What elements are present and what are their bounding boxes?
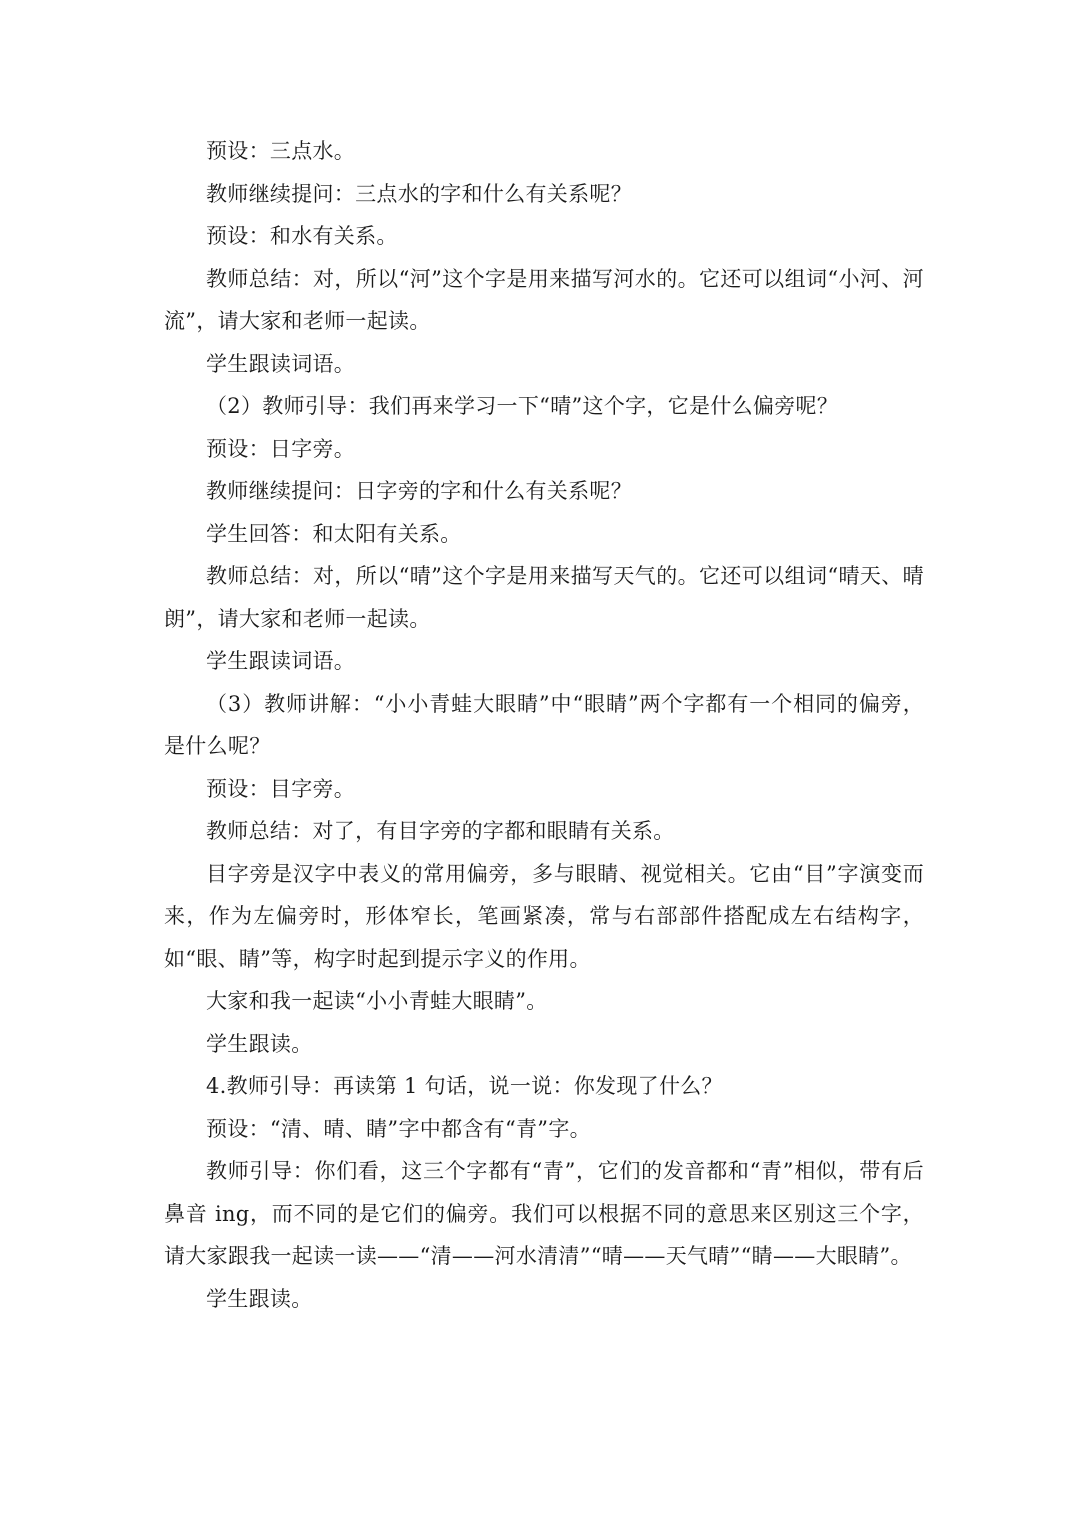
paragraph: （3）教师讲解：“小小青蛙大眼睛”中“眼睛”两个字都有一个相同的偏旁，是什么呢？ [164, 691, 924, 758]
paragraph: 大家和我一起读“小小青蛙大眼睛”。 [206, 989, 548, 1013]
paragraph: 学生跟读词语。 [206, 649, 356, 673]
paragraph: 学生跟读。 [206, 1031, 313, 1056]
paragraph: 目字旁是汉字中表义的常用偏旁，多与眼睛、视觉相关。它由“目”字演变而来，作为左偏旁时，形体窄长，笔画紧凑，常与右部部件搭配成左右结构字，如“眼、睛”等，构字时起到提示字义的作用。 [164, 861, 924, 971]
paragraph: 教师引导：你们看，这三个字都有“青”，它们的发音都和“青”相似，带有后鼻音 ing，而不同的是它们的偏旁。我们可以根据不同的意思来区别这三个字，请大家跟我一起读一读——“清——河水清清”“晴——天气晴”“睛——大眼睛”。 [164, 1159, 924, 1268]
paragraph: 预设：三点水。 [206, 139, 356, 163]
paragraph: 预设：“清、晴、睛”字中都含有“青”字。 [206, 1116, 591, 1141]
paragraph: 预设：目字旁。 [206, 776, 356, 801]
paragraph: （2）教师引导：我们再来学习一下“晴”这个字，它是什么偏旁呢？ [206, 394, 839, 418]
paragraph: 教师总结：对了，有目字旁的字都和眼睛有关系。 [206, 819, 675, 843]
paragraph: 4.教师引导：再读第 1 句话，说一说：你发现了什么？ [206, 1074, 723, 1098]
paragraph: 教师继续提问：三点水的字和什么有关系呢？ [206, 181, 632, 206]
paragraph: 教师总结：对，所以“河”这个字是用来描写河水的。它还可以组词“小河、河流”，请大家和老师一起读。 [164, 266, 924, 333]
paragraph: 预设：日字旁。 [206, 436, 356, 461]
paragraph: 教师继续提问：日字旁的字和什么有关系呢？ [206, 479, 632, 503]
paragraph: 学生跟读。 [206, 1286, 313, 1311]
paragraph: 学生跟读词语。 [206, 351, 356, 376]
paragraph: 学生回答：和太阳有关系。 [206, 521, 462, 546]
document-body [164, 130, 924, 1320]
paragraph: 教师总结：对，所以“晴”这个字是用来描写天气的。它还可以组词“晴天、晴朗”，请大家和老师一起读。 [164, 564, 924, 631]
paragraph: 预设：和水有关系。 [206, 224, 398, 248]
